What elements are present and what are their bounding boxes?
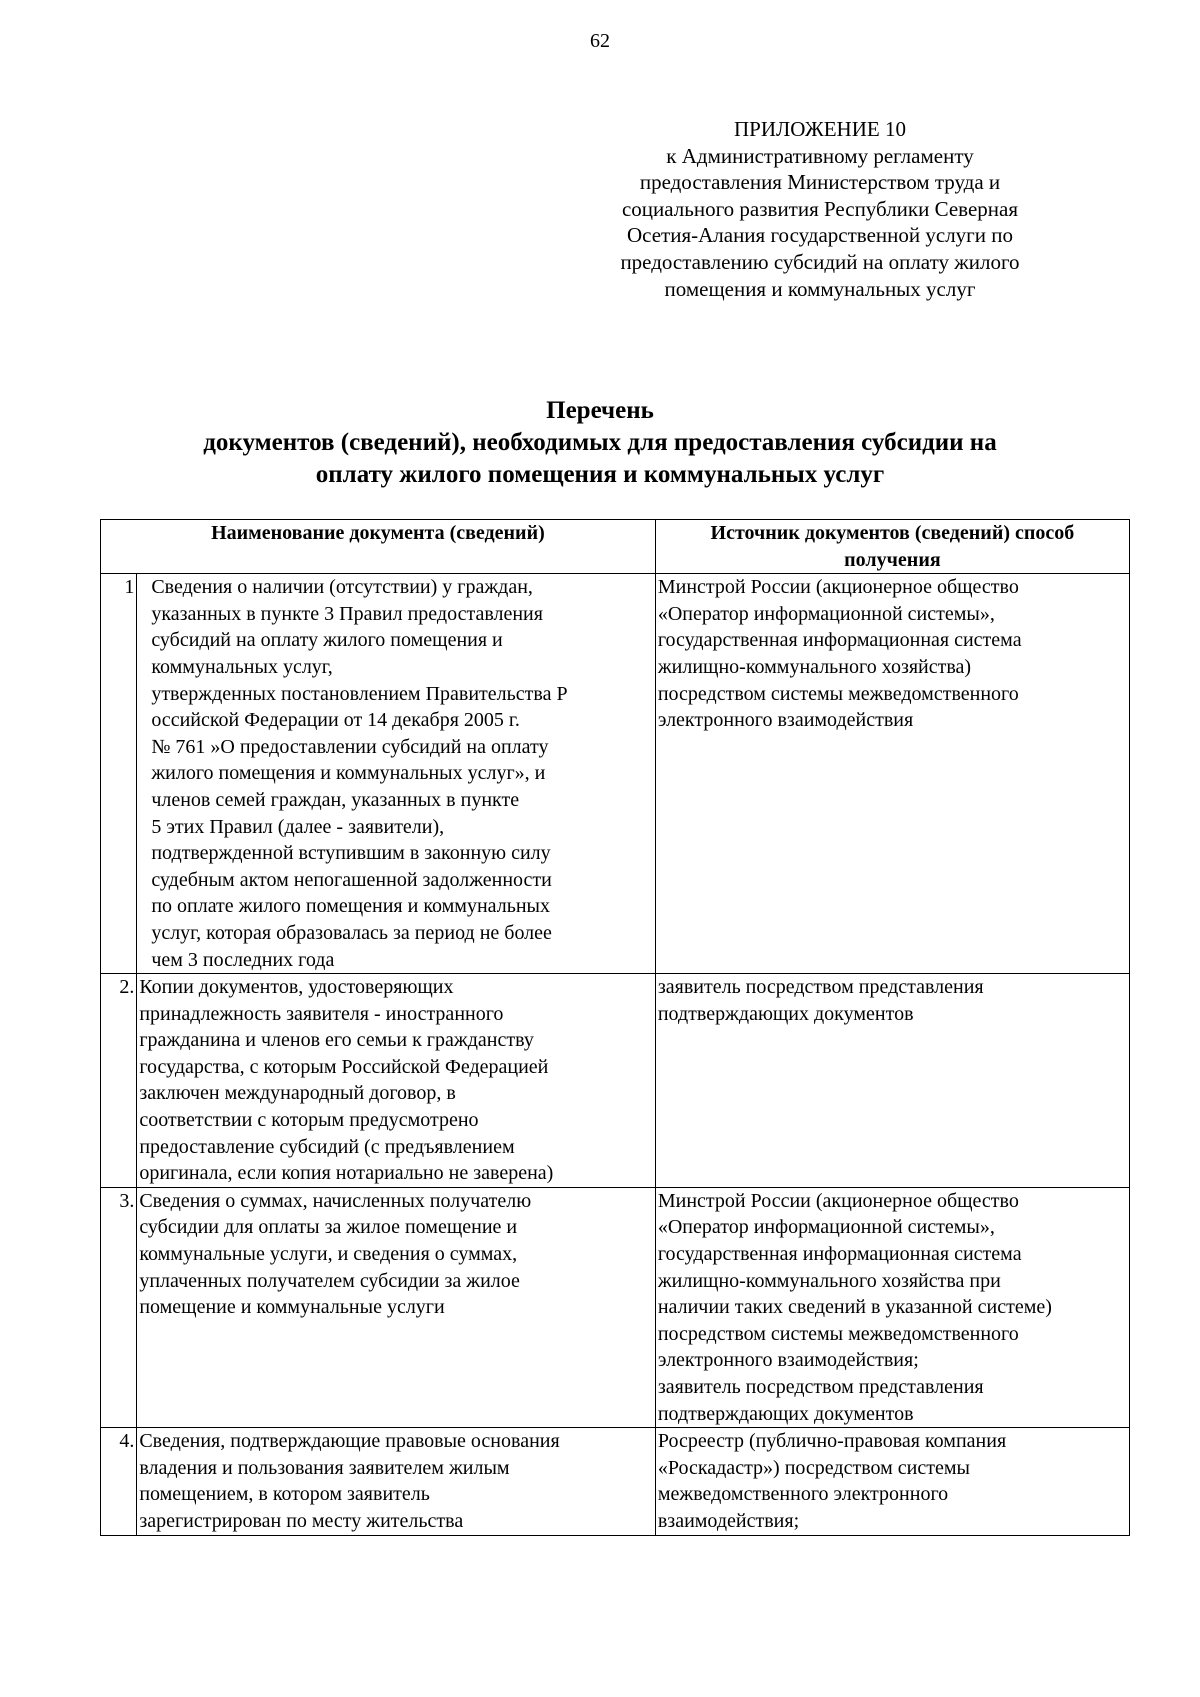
document-source-cell: [655, 574, 1129, 974]
document-name-line: заключен международный договор, в: [139, 1082, 456, 1105]
document-name-line: 5 этих Правил (далее - заявители),: [151, 815, 445, 838]
row-number: 1: [101, 574, 137, 974]
document-name-line: жилого помещения и коммунальных услуг», и: [151, 762, 546, 785]
document-name-line: коммунальных услуг,: [151, 655, 333, 678]
table-header-row: [101, 520, 1130, 574]
title-line: документов (сведений), необходимых для предоставления субсидии на: [203, 429, 997, 456]
document-name-line: государства, с которым Российской Федерацией: [139, 1055, 549, 1078]
document-name-line: Сведения о наличии (отсутствии) у граждан,: [151, 576, 533, 599]
document-name-line: оссийской Федерации от 14 декабря 2005 г.: [151, 709, 520, 732]
document-name-line: Сведения, подтверждающие правовые основания: [139, 1430, 560, 1453]
document-name-line: услуг, которая образовалась за период не более: [151, 921, 552, 944]
document-name-line: владения и пользования заявителем жилым: [139, 1456, 510, 1479]
document-source-line: Росреестр (публично-правовая компания: [657, 1430, 1007, 1453]
title-line: оплату жилого помещения и коммунальных услуг: [315, 461, 885, 488]
document-name-line: судебным актом непогашенной задолженности: [151, 868, 552, 891]
document-source-line: «Роскадастр») посредством системы: [657, 1456, 970, 1479]
document-source-line: взаимодействия;: [657, 1509, 800, 1532]
row-number: 3.: [101, 1187, 137, 1427]
page-number: 62: [590, 30, 610, 52]
document-source-line: государственная информационная система: [657, 629, 1022, 652]
document-name-line: уплаченных получателем субсидии за жилое: [139, 1269, 520, 1292]
documents-table: [100, 519, 1130, 1536]
document-source-line: государственная информационная система: [657, 1243, 1022, 1266]
document-name-line: № 761 »О предоставлении субсидий на оплату: [151, 735, 549, 758]
document-source-line: «Оператор информационной системы»,: [657, 1216, 995, 1239]
document-name-line: субсидий на оплату жилого помещения и: [151, 629, 503, 652]
appendix-line: помещения и коммунальных услуг: [664, 276, 976, 301]
document-name-cell: [137, 1187, 656, 1427]
table-row: [101, 1428, 1130, 1535]
appendix-header: [560, 116, 1080, 302]
document-source-line: заявитель посредством представления: [657, 1376, 984, 1398]
document-name-line: предоставление субсидий (с предъявлением: [139, 1135, 515, 1158]
appendix-line: ПРИЛОЖЕНИЕ 10: [734, 117, 906, 141]
document-source-line: наличии таких сведений в указанной системе): [657, 1296, 1052, 1319]
document-source-line: посредством системы межведомственного: [657, 682, 1019, 705]
appendix-line: предоставлению субсидий на оплату жилого: [620, 249, 1020, 274]
document-title: [0, 395, 1200, 491]
header-source-line: Источник документов (сведений) способ: [710, 522, 1075, 544]
document-name-line: чем 3 последних года: [151, 948, 335, 971]
header-source: [655, 520, 1129, 574]
document-source-cell: [655, 1428, 1129, 1535]
document-name-line: коммунальные услуги, и сведения о суммах,: [139, 1243, 518, 1266]
row-number: 2.: [101, 974, 137, 1188]
document-name-line: подтвержденной вступившим в законную силу: [151, 842, 551, 865]
document-source-line: жилищно-коммунального хозяйства при: [657, 1269, 1001, 1292]
document-source-line: Минстрой России (акционерное общество: [657, 1189, 1019, 1212]
document-name-line: помещением, в котором заявитель: [139, 1483, 430, 1506]
document-name-line: зарегистрирован по месту жительства: [139, 1509, 464, 1532]
document-name-cell: [137, 574, 656, 974]
table-body: [101, 574, 1130, 1535]
table-row: [101, 1187, 1130, 1427]
row-number: 4.: [101, 1428, 137, 1535]
document-source-line: Минстрой России (акционерное общество: [657, 576, 1019, 599]
document-name-cell: [137, 974, 656, 1188]
document-source-line: заявитель посредством представления: [657, 976, 984, 999]
document-source-line: подтверждающих документов: [657, 1002, 914, 1025]
document-source-line: электронного взаимодействия: [657, 709, 914, 732]
appendix-line: социального развития Республики Северная: [621, 196, 1019, 221]
header-source-line: получения: [844, 548, 941, 571]
document-source-line: электронного взаимодействия;: [657, 1349, 919, 1372]
document-name-line: оригинала, если копия нотариально не заверена): [139, 1162, 554, 1185]
document-source-line: посредством системы межведомственного: [657, 1322, 1019, 1345]
appendix-line: к Административному регламенту: [666, 143, 974, 168]
document-name-line: членов семей граждан, указанных в пункте: [151, 788, 520, 811]
appendix-line: Осетия-Алания государственной услуги по: [626, 223, 1014, 248]
document-source-cell: [655, 1187, 1129, 1427]
document-name-line: помещение и коммунальные услуги: [139, 1296, 445, 1319]
header-document-name: Наименование документа (сведений): [101, 520, 656, 574]
document-name-line: принадлежность заявителя - иностранного: [139, 1002, 504, 1025]
document-source-cell: [655, 974, 1129, 1188]
document-source-line: жилищно-коммунального хозяйства): [657, 655, 972, 678]
document-name-line: Копии документов, удостоверяющих: [139, 976, 454, 999]
document-name-cell: [137, 1428, 656, 1535]
title-line: Перечень: [546, 397, 654, 424]
document-source-line: «Оператор информационной системы»,: [657, 602, 995, 625]
document-source-line: подтверждающих документов: [657, 1402, 914, 1425]
document-name-line: по оплате жилого помещения и коммунальных: [151, 895, 550, 918]
appendix-line: предоставления Министерством труда и: [639, 170, 1001, 195]
document-name-line: субсидии для оплаты за жилое помещение и: [139, 1216, 518, 1239]
document-name-line: указанных в пункте 3 Правил предоставления: [151, 602, 543, 625]
document-source-line: межведомственного электронного: [657, 1483, 949, 1506]
document-name-line: Сведения о суммах, начисленных получателю: [139, 1189, 532, 1212]
document-name-line: соответствии с которым предусмотрено: [139, 1109, 479, 1132]
document-name-line: гражданина и членов его семьи к гражданству: [139, 1029, 534, 1052]
table-row: [101, 574, 1130, 974]
document-name-line: утвержденных постановлением Правительства Р: [151, 682, 568, 705]
table-row: [101, 974, 1130, 1188]
